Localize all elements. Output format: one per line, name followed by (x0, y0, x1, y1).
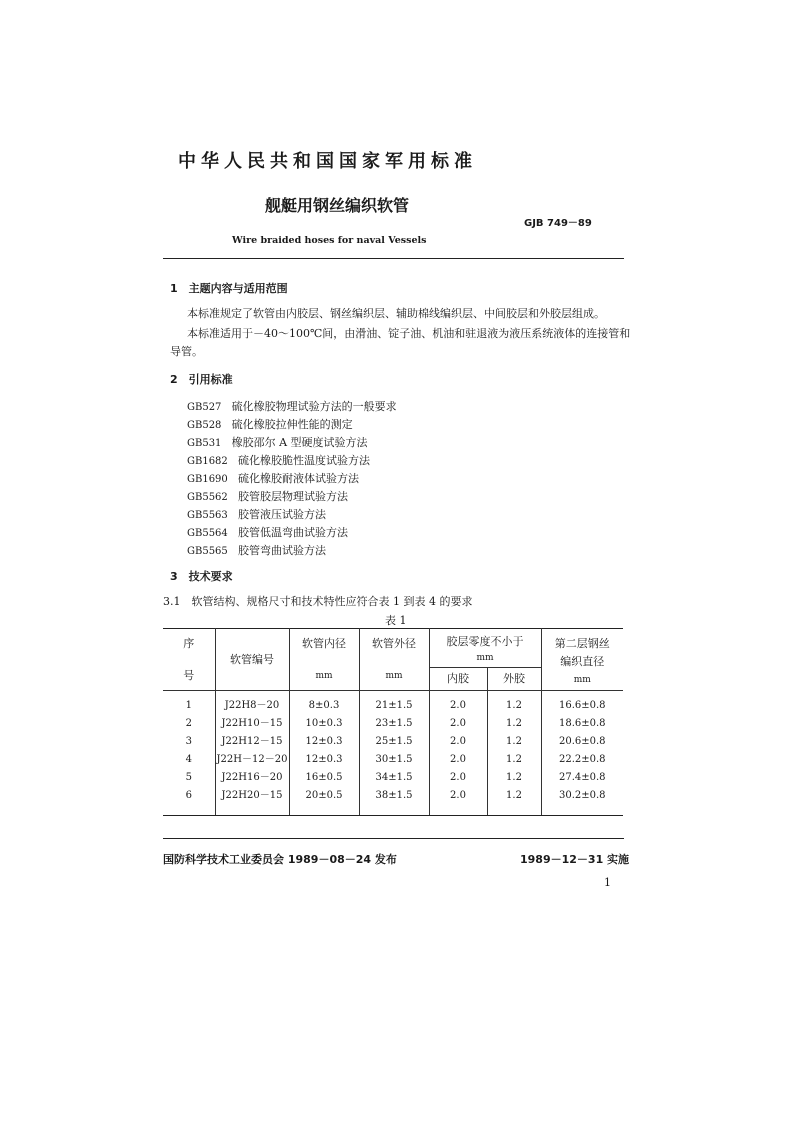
reference-title: 胶管弯曲试验方法 (237, 544, 326, 557)
cell-outer-rubber: 1.2 (487, 691, 541, 716)
cell-code: J22H10－15 (215, 715, 289, 733)
cell-number: 6 (163, 787, 215, 816)
cell-wire-dia: 22.2±0.8 (541, 751, 623, 769)
reference-title: 胶管胶层物理试验方法 (237, 490, 348, 503)
cell-inner-dia: 10±0.3 (289, 715, 359, 733)
cell-inner-dia: 8±0.3 (289, 691, 359, 716)
cell-outer-dia: 38±1.5 (359, 787, 429, 816)
header-cell-outer-dia (359, 629, 429, 691)
reference-item (187, 521, 348, 540)
cell-code: J22H20－15 (215, 787, 289, 816)
header-wire-dia-line2: 编织直径 (560, 655, 605, 668)
header-cell-wire-dia (541, 629, 623, 691)
reference-code: GB1690 (187, 474, 228, 485)
issue-info: 国防科学技术工业委员会 1989－08－24 发布 (163, 853, 397, 866)
header-cell-rubber-thickness (429, 629, 541, 668)
reference-item (187, 449, 370, 468)
cell-inner-rubber: 2.0 (429, 691, 487, 716)
cell-outer-dia: 34±1.5 (359, 769, 429, 787)
reference-title: 胶管低温弯曲试验方法 (237, 526, 348, 539)
header-cell-outer-rubber: 外胶 (487, 668, 541, 691)
header-wire-dia-line1: 第二层钢丝 (554, 637, 610, 650)
reference-code: GB528 (187, 420, 222, 431)
table-row (163, 691, 623, 716)
section-3-heading: 3 技术要求 (170, 570, 233, 583)
cell-inner-dia: 20±0.5 (289, 787, 359, 816)
reference-item (187, 413, 353, 432)
reference-code: GB5565 (187, 546, 228, 557)
cell-code: J22H12－15 (215, 733, 289, 751)
table-row (163, 769, 623, 787)
table-row (163, 715, 623, 733)
document-code: GJB 749－89 (524, 218, 592, 229)
spec-table (163, 628, 623, 816)
reference-title: 硫化橡胶拉伸性能的测定 (231, 418, 353, 431)
cell-inner-rubber: 2.0 (429, 751, 487, 769)
cell-wire-dia: 27.4±0.8 (541, 769, 623, 787)
cell-wire-dia: 30.2±0.8 (541, 787, 623, 816)
header-divider (163, 258, 624, 259)
reference-code: GB5564 (187, 528, 228, 539)
reference-item (187, 539, 326, 558)
reference-title: 硫化橡胶脆性温度试验方法 (237, 454, 370, 467)
cell-inner-rubber: 2.0 (429, 787, 487, 816)
reference-title: 硫化橡胶耐液体试验方法 (237, 472, 359, 485)
cell-outer-rubber: 1.2 (487, 733, 541, 751)
cell-number: 2 (163, 715, 215, 733)
effective-date: 1989－12－31 实施 (520, 853, 630, 866)
cell-wire-dia: 16.6±0.8 (541, 691, 623, 716)
cell-inner-rubber: 2.0 (429, 769, 487, 787)
section-1-paragraph-1: 本标准规定了软管由内胶层、钢丝编织层、辅助棉线编织层、中间胶层和外胶层组成。 (187, 307, 605, 320)
clause-3-1: 3.1 软管结构、规格尺寸和技术特性应符合表 1 到表 4 的要求 (163, 595, 473, 608)
table-caption: 表 1 (385, 614, 407, 627)
reference-code: GB527 (187, 402, 222, 413)
header-inner-dia: 软管内径 (302, 637, 346, 650)
document-title: 舰艇用钢丝编织软管 (265, 196, 410, 215)
cell-inner-dia: 12±0.3 (289, 751, 359, 769)
cell-outer-rubber: 1.2 (487, 787, 541, 816)
header-unit: mm (385, 671, 403, 681)
cell-inner-dia: 16±0.5 (289, 769, 359, 787)
reference-code: GB5563 (187, 510, 228, 521)
cell-number: 1 (163, 691, 215, 716)
cell-wire-dia: 18.6±0.8 (541, 715, 623, 733)
cell-outer-rubber: 1.2 (487, 751, 541, 769)
header-cell-inner-dia (289, 629, 359, 691)
cell-number: 3 (163, 733, 215, 751)
header-rubber-thickness: 胶层零度不小于 (446, 635, 524, 648)
cell-outer-dia: 25±1.5 (359, 733, 429, 751)
cell-wire-dia: 20.6±0.8 (541, 733, 623, 751)
header-unit: mm (573, 675, 591, 685)
cell-outer-dia: 21±1.5 (359, 691, 429, 716)
section-1-paragraph-2: 本标准适用于－40～100℃间，由滑油、锭子油、机油和驻退液为液压系统液体的连接管和 (187, 327, 631, 340)
header-number-bottom: 号 (183, 669, 195, 682)
header-cell-code: 软管编号 (215, 629, 289, 691)
reference-item (187, 467, 359, 486)
header-unit: mm (315, 671, 333, 681)
reference-code: GB5562 (187, 492, 228, 503)
document-title-english: Wire braided hoses for naval Vessels (232, 235, 427, 246)
header-outer-dia: 软管外径 (372, 637, 416, 650)
reference-item (187, 503, 326, 522)
header-number-top: 序 (183, 637, 195, 650)
cell-outer-dia: 23±1.5 (359, 715, 429, 733)
cell-outer-rubber: 1.2 (487, 769, 541, 787)
reference-title: 胶管液压试验方法 (237, 508, 326, 521)
cell-inner-dia: 12±0.3 (289, 733, 359, 751)
reference-item (187, 395, 397, 414)
table-row (163, 751, 623, 769)
reference-item (187, 485, 348, 504)
cell-outer-rubber: 1.2 (487, 715, 541, 733)
reference-code: GB1682 (187, 456, 228, 467)
header-unit: mm (476, 653, 494, 663)
section-2-heading: 2 引用标准 (170, 373, 233, 386)
org-title: 中华人民共和国国家军用标准 (178, 151, 477, 172)
section-1-paragraph-2-cont: 导管。 (170, 345, 203, 358)
cell-inner-rubber: 2.0 (429, 715, 487, 733)
page-number: 1 (604, 876, 611, 889)
cell-outer-dia: 30±1.5 (359, 751, 429, 769)
table-row (163, 733, 623, 751)
cell-inner-rubber: 2.0 (429, 733, 487, 751)
header-cell-inner-rubber: 内胶 (429, 668, 487, 691)
cell-code: J22H16－20 (215, 769, 289, 787)
cell-code: J22H8－20 (215, 691, 289, 716)
cell-number: 4 (163, 751, 215, 769)
reference-item (187, 431, 368, 450)
reference-title: 橡胶邵尔 A 型硬度试验方法 (231, 436, 368, 449)
table-row (163, 787, 623, 816)
section-1-heading: 1 主题内容与适用范围 (170, 282, 288, 295)
reference-code: GB531 (187, 438, 222, 449)
reference-title: 硫化橡胶物理试验方法的一般要求 (231, 400, 397, 413)
header-cell-number (163, 629, 215, 691)
cell-number: 5 (163, 769, 215, 787)
footer-divider (163, 838, 624, 839)
cell-code: J22H－12－20 (215, 751, 289, 769)
